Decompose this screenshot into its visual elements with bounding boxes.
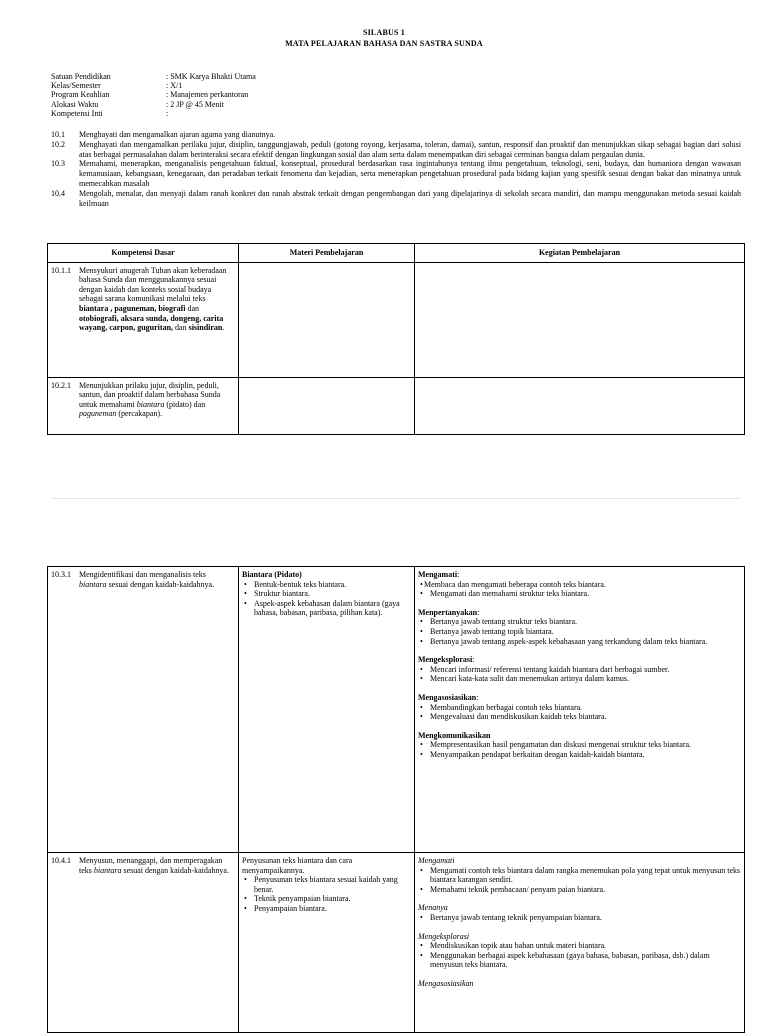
list-item: • Penyusunan teks biantara sesuai kaidah yang benar.: [242, 875, 411, 894]
activity-list: [418, 941, 741, 970]
kd-entry: [51, 381, 235, 419]
ki-item: [51, 130, 741, 140]
ki-number: 10.3: [51, 159, 65, 169]
kd-number: 10.3.1: [51, 570, 71, 579]
list-item: • Mendiskusikan topik atau bahan untuk materi biantara.: [418, 941, 741, 951]
materi-cell: [239, 377, 415, 434]
list-item: • Membandingkan berbagai contoh teks biantara.: [418, 703, 741, 713]
kd-text-part: .: [222, 323, 225, 333]
activity-list: [418, 866, 741, 895]
kd-text-bold: biantara , paguneman, biografi: [79, 303, 186, 313]
info-row: [51, 109, 256, 118]
info-value: : Manajemen perkantoran: [166, 90, 249, 100]
activity-heading: Mengasosiasikan: [418, 978, 474, 988]
kd-cell: [48, 567, 239, 853]
activity-list: [418, 703, 741, 722]
materi-list: [242, 580, 411, 618]
activity-heading: [418, 731, 741, 741]
list-item: • Bertanya jawab tentang topik biantara.: [418, 627, 741, 637]
syllabus-table-page1: [47, 243, 745, 435]
kompetensi-inti-list: [51, 130, 741, 208]
kd-text-italic: paguneman: [79, 409, 117, 419]
table-row: [48, 262, 745, 377]
kd-text-bold: otobiografi, aksara sunda, dongeng, carita wayang, carpon, guguritan,: [79, 313, 224, 333]
list-item: • Mencari kata-kata sulit dan menemukan artinya dalam kamus.: [418, 674, 741, 684]
kd-text: [79, 570, 235, 589]
list-item: • Bertanya jawab tentang struktur teks biantara.: [418, 617, 741, 627]
ki-number: 10.1: [51, 130, 65, 139]
activity-heading-suffix: :: [477, 607, 480, 617]
kegiatan-cell: [415, 567, 745, 853]
list-item: • Membaca dan mengamati beberapa contoh teks biantara.: [418, 580, 741, 590]
header-kegiatan: Kegiatan Pembelajaran: [415, 244, 745, 263]
kd-text-part: dan: [185, 303, 200, 313]
kd-number: 10.1.1: [51, 265, 71, 275]
activity-heading: [418, 693, 741, 703]
ki-text: Menghayati dan mengamalkan ajaran agama yang dianutnya.: [79, 130, 276, 139]
kegiatan-cell: [415, 262, 745, 377]
table-row: [48, 853, 745, 1033]
ki-item: [51, 189, 741, 209]
activity-heading-text: Mengeksplorasi: [418, 655, 473, 665]
kd-text-part: Menyusun, menanggapi, dan memperagakan teks: [79, 856, 223, 875]
activity-heading: [418, 655, 741, 665]
kd-text-part: dan: [173, 323, 189, 333]
materi-cell: [239, 567, 415, 853]
activity-heading-text: Mengasosiasikan: [418, 692, 477, 702]
kd-text-italic: biantara: [79, 579, 107, 589]
activity-list: [418, 617, 741, 646]
list-item: • Menggunakan berbagai aspek kebahasaan (gaya bahasa, babasan, paribasa, dsb.) dalam menyusun teks biantara.: [418, 951, 741, 970]
list-item: • Memahami teknik pembacaan/ penyam paian biantara.: [418, 885, 741, 895]
kd-text-part: Mengidentifikasi dan menganalisis teks: [79, 570, 206, 579]
info-row: [51, 90, 256, 99]
activity-list: [418, 665, 741, 684]
kd-text-part: (percakapan).: [116, 409, 163, 419]
list-item: • Mengamati dan memahami struktur teks biantara.: [418, 589, 741, 599]
list-item: • Bertanya jawab tentang aspek-aspek kebahasaan yang terkandung dalam teks biantara.: [418, 637, 741, 647]
ki-item: [51, 159, 741, 188]
materi-cell: [239, 853, 415, 1033]
list-item: • Mengamati contoh teks biantara dalam rangka menemukan pola yang tepat untuk menyusun teks biantara karangan sendiri.: [418, 866, 741, 885]
activity-heading: [418, 608, 741, 618]
kd-text: [79, 856, 235, 875]
activity-heading-text: Mengamati: [418, 570, 458, 579]
kd-text-part: sesuai dengan kaidah-kaidahnya.: [106, 579, 215, 589]
info-value: : X/1: [166, 81, 183, 91]
activity-list: [418, 740, 741, 759]
kd-text-part: sesuai dengan kaidah-kaidahnya.: [121, 865, 229, 875]
activity-heading-suffix: :: [457, 570, 460, 579]
info-value: :: [166, 108, 169, 118]
kd-cell: [48, 377, 239, 434]
ki-text: Mengolah, menalar, dan menyaji dalam ranah konkret dan ranah abstrak terkait dengan pengembangan dari yang dipelajarinya di sekolah secara mandiri, dan mampu menggunakan metoda sesuai kaidah keilmuan: [79, 188, 741, 208]
activity-list: [418, 913, 741, 923]
list-item: • Mengevaluasi dan mendiskusikan kaidah teks biantara.: [418, 712, 741, 722]
table-row: [48, 567, 745, 853]
info-value: : 2 JP @ 45 Menit: [166, 99, 224, 109]
info-row: [51, 100, 256, 109]
activity-heading-suffix: :: [476, 692, 479, 702]
kd-number: 10.4.1: [51, 856, 71, 865]
list-item: • Bertanya jawab tentang teknik penyampaian biantara.: [418, 913, 741, 923]
kd-text-italic: biantara: [93, 865, 122, 875]
activity-heading: Mengeksplorasi: [418, 931, 470, 941]
info-key: Alokasi Waktu: [51, 99, 99, 109]
info-key: Kompetensi Inti: [51, 108, 103, 118]
header-kompetensi-dasar: Kompetensi Dasar: [48, 244, 239, 263]
kd-text-part: Menunjukkan prilaku jujur, disiplin, peduli, santun, dan proaktif dalam berbahasa Sunda untuk memahami: [79, 380, 221, 409]
ki-text: Menghayati dan mengamalkan perilaku jujur, disiplin, tanggungjawab, peduli (gotong royong, kerjasama, toleran, damai), santun, responsif dan proaktif dan menunjukkan sikap sebagai bagian dari solusi atas berbagai permasalahan dalam berinteraksi secara efektif dengan lingkungan sosial dan alam serta dalam menempatkan diri sebagai cerminan bangsa dalam pergaulan dunia.: [79, 139, 741, 159]
list-item: • Bentuk-bentuk teks biantara.: [242, 580, 411, 590]
table-row: [48, 377, 745, 434]
info-row: [51, 72, 256, 81]
activity-heading: Menanya: [418, 903, 448, 913]
kd-text-bold: sisindiran: [188, 323, 223, 333]
info-key: Kelas/Semester: [51, 81, 101, 91]
kd-text: [79, 266, 235, 333]
info-row: [51, 81, 256, 90]
materi-intro: Penyusunan teks biantara dan cara menyampaikannya.: [242, 856, 353, 875]
kegiatan-cell: [415, 853, 745, 1033]
header-materi: Materi Pembelajaran: [239, 244, 415, 263]
kd-text-italic: biantara: [136, 399, 165, 409]
list-item: • Menyampaikan pendapat berkaitan dengan kaidah-kaidah biantara.: [418, 750, 741, 760]
kd-text-part: (pidato) dan: [164, 399, 206, 409]
list-item: • Struktur biantara.: [242, 589, 411, 599]
activity-list: [418, 580, 741, 599]
ki-number: 10.2: [51, 139, 65, 149]
ki-number: 10.4: [51, 188, 65, 198]
activity-heading: [418, 570, 741, 580]
page-separator: [51, 498, 741, 499]
list-item: • Aspek-aspek kebahasan dalam biantara (gaya bahasa, babasan, paribasa, pilihan kata).: [242, 599, 411, 618]
kegiatan-cell: [415, 377, 745, 434]
ki-item: [51, 140, 741, 160]
table-header-row: [48, 244, 745, 263]
kd-cell: [48, 262, 239, 377]
activity-heading-text: Menpertanyakan: [418, 607, 478, 617]
document-title: SILABUS 1: [362, 28, 406, 37]
info-key: Program Keahlian: [51, 90, 110, 100]
info-value: : SMK Karya Bhakti Utama: [166, 72, 256, 81]
activity-heading: Mengamati: [418, 856, 455, 865]
document-subtitle: MATA PELAJARAN BAHASA DAN SASTRA SUNDA: [285, 39, 483, 48]
list-item: • Mempresentasikan hasil pengamatan dan diskusi mengenai struktur teks biantara.: [418, 740, 741, 750]
kd-entry: [51, 266, 235, 333]
list-item: • Penyampaian biantara.: [242, 904, 411, 914]
identity-block: [51, 72, 256, 118]
kd-entry: [51, 856, 235, 875]
activity-heading-suffix: :: [472, 655, 475, 665]
kd-entry: [51, 570, 235, 589]
syllabus-table-page2: [47, 566, 745, 1033]
activity-heading-text: Mengkomunikasikan: [418, 730, 491, 740]
list-item: • Mencari informasi/ referensi tentang kaidah biantara dari berbagai sumber.: [418, 665, 741, 675]
info-key: Satuan Pendidikan: [51, 72, 111, 81]
kd-cell: [48, 853, 239, 1033]
materi-cell: [239, 262, 415, 377]
materi-list: [242, 875, 411, 913]
materi-title: Biantara (Pidato): [242, 570, 302, 579]
kd-text: [79, 381, 235, 419]
kd-text-part: Mensyukuri anugerah Tuhan akan keberadaan bahasa Sunda dan menggunakannya sesuai dengan kaidah dan konteks sosial budaya sebagai sarana komunikasi melalui teks: [79, 265, 227, 304]
kd-number: 10.2.1: [51, 380, 71, 390]
ki-text: Memahami, menerapkan, menganalisis pengetahuan faktual, konseptual, prosedural berdasarkan rasa ingintahunya tentang ilmu pengetahuan, teknologi, seni, budaya, dan humaniora dengan wawasan kemanusiaan, kebangsaan, kenegaraan, dan peradaban terkait fenomena dan kejadian, serta menerapkan pengetahuan prosedural pada bidang kajian yang spesifik sesuai dengan bakat dan minatnya untuk memecahkan masalah: [79, 159, 741, 188]
list-item: • Teknik penyampaian biantara.: [242, 894, 411, 904]
